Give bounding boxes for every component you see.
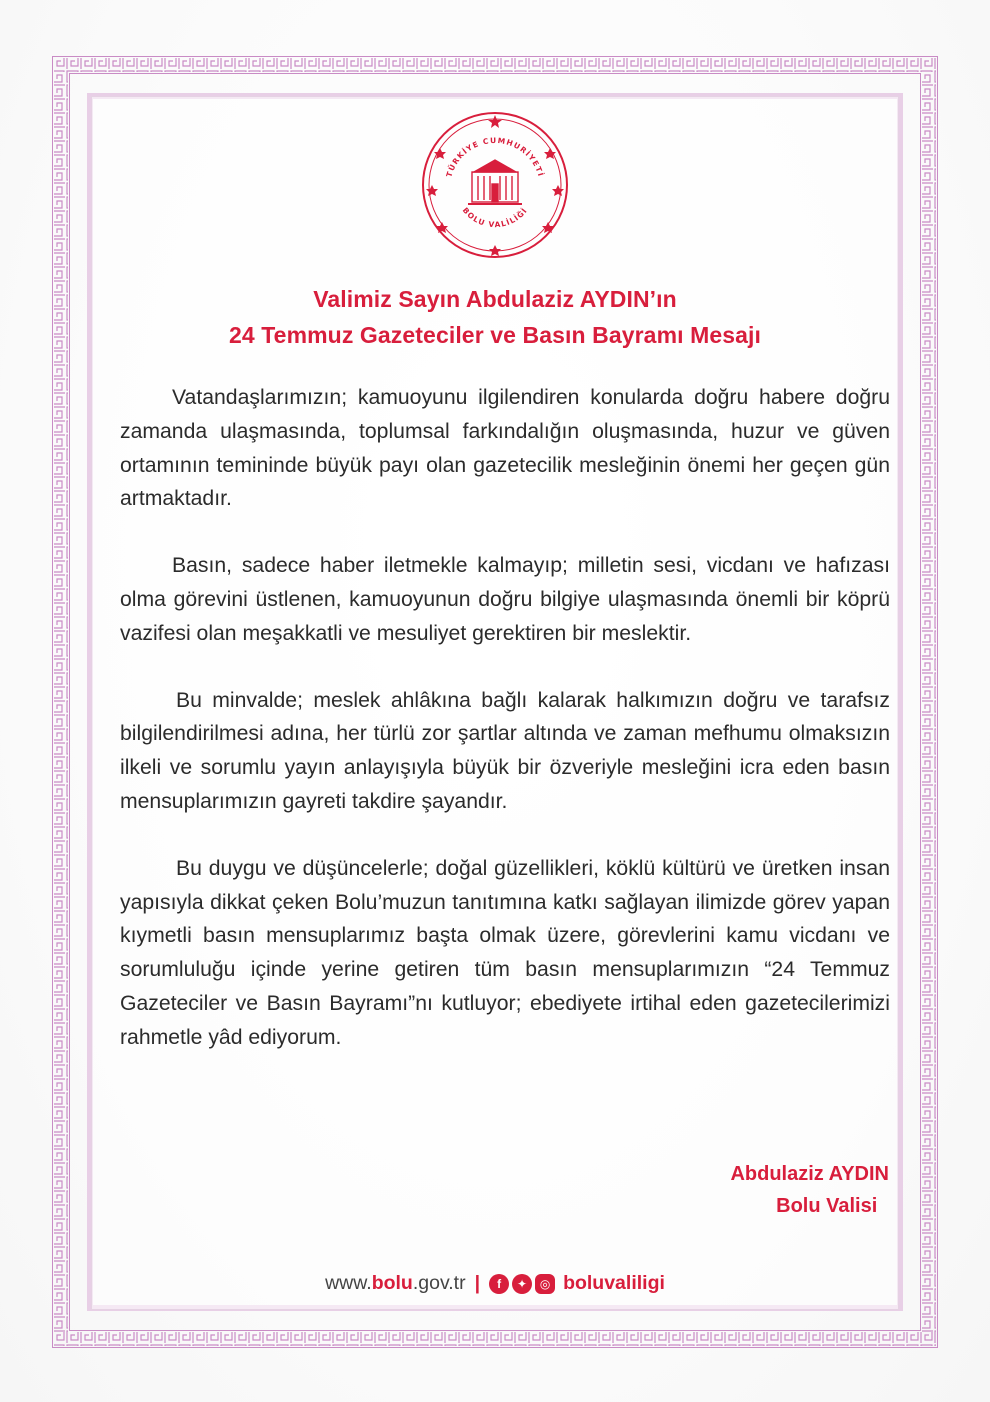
- governorship-emblem: [420, 110, 570, 260]
- social-handle[interactable]: boluvaliligi: [563, 1272, 665, 1294]
- footer-separator: |: [474, 1272, 481, 1294]
- message-paragraph: Bu duygu ve düşüncelerle; doğal güzellikleri, köklü kültürü ve üretken insan yapısıyla dikkat çeken Bolu’muzun tanıtımına katkı sağlayan ilimizde görev yapan kıymetli basın mensuplarımız başta olmak üzere, görevlerini kamu vicdanı ve sorumluluğu içinde yerine getiren tüm basın mensuplarımızın “24 Temmuz Gazeteciler ve Basın Bayramı”nı kutluyor; ebediyete irtihal eden gazetecilerimizi rahmetle yâd ediyorum.: [120, 856, 890, 1049]
- message-paragraph: Bu minvalde; meslek ahlâkına bağlı kalarak halkımızın doğru ve tarafsız bilgilendirilmesi adına, her türlü zor şartlar altında ve zaman mefhumu olmaksızın ilkeli ve sorumlu yayın anlayışıyla büyük bir özveriyle mesleğini icra eden basın mensuplarımızın gayreti takdire şayandır.: [120, 688, 890, 813]
- emblem-top-text: TÜRKİYE CUMHURİYETİ: [444, 135, 546, 179]
- heading-line-1: Valimiz Sayın Abdulaziz AYDIN’ın: [313, 286, 677, 312]
- building-icon: [468, 160, 522, 204]
- facebook-icon[interactable]: f: [489, 1274, 509, 1294]
- heading-line-2: 24 Temmuz Gazeteciler ve Basın Bayramı Mesajı: [228, 322, 762, 348]
- website-suffix: .gov.tr: [412, 1272, 466, 1294]
- twitter-icon[interactable]: ✦: [512, 1274, 532, 1294]
- signature-block: [730, 1158, 889, 1222]
- website-prefix: www.: [325, 1272, 372, 1294]
- svg-text:BOLU VALİLİĞİ: [461, 206, 530, 229]
- instagram-icon[interactable]: ◎: [535, 1274, 555, 1294]
- emblem-bottom-text: BOLU VALİLİĞİ: [460, 205, 530, 230]
- footer: [0, 1272, 990, 1295]
- website-link[interactable]: [325, 1272, 466, 1295]
- signatory-name: Abdulaziz AYDIN: [730, 1163, 889, 1185]
- message-paragraph: Basın, sadece haber iletmekle kalmayıp; milletin sesi, vicdanı ve hafızası olma görevini üstlenen, kamuoyunun doğru bilgiye ulaşmasında önemli bir köprü vazifesi olan meşakkatli ve mesuliyet gerektiren bir meslektir.: [120, 554, 890, 645]
- message-paragraph: Vatandaşlarımızın; kamuoyunu ilgilendiren konularda doğru habere doğru zamanda ulaşmasında, toplumsal farkındalığın oluşmasında, huzur ve güven ortamının temininde büyük payı olan gazetecilik mesleğinin önemi her geçen gün artmaktadır.: [120, 386, 890, 511]
- message-body: [120, 381, 890, 1088]
- website-host: bolu: [371, 1272, 413, 1294]
- signatory-role: Bolu Valisi: [776, 1195, 878, 1217]
